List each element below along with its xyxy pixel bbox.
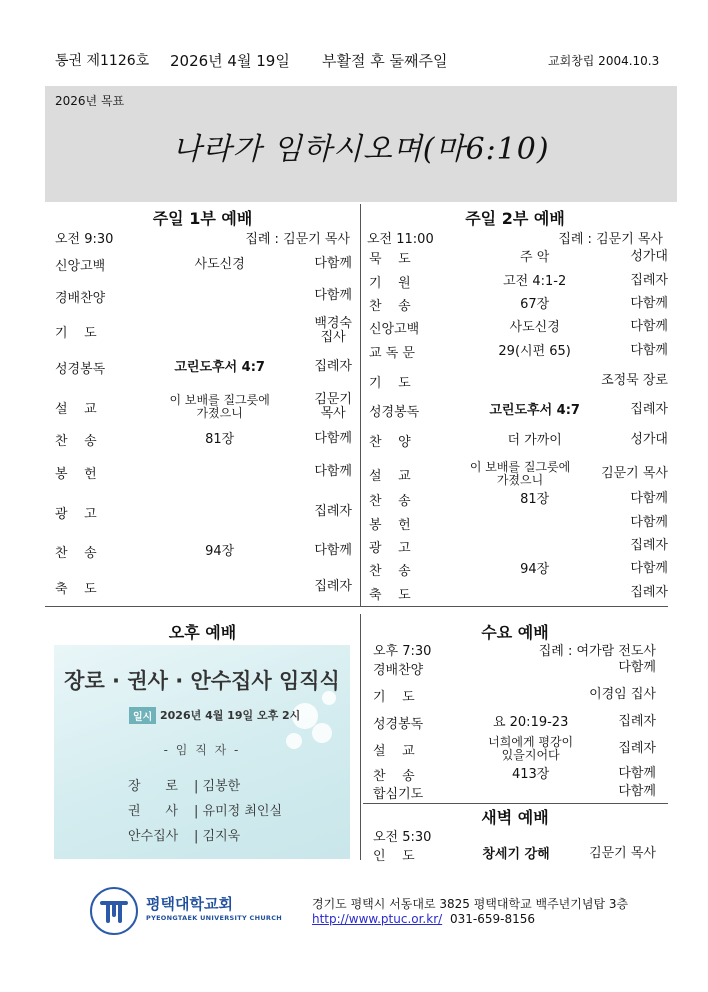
order-item-content: 고린도후서 4:7 — [174, 359, 265, 375]
church-address: 경기도 평택시 서동대로 3825 평택대학교 백주년기념탑 3층 — [312, 897, 629, 911]
order-item-label: 신앙고백 — [55, 258, 106, 274]
church-logo-icon — [98, 895, 130, 927]
order-item-person: 집례자 — [314, 579, 352, 594]
order-item-label: 축 도 — [369, 587, 411, 603]
order-item-label: 기 도 — [369, 375, 411, 391]
wednesday-bottom-rule — [363, 803, 668, 804]
order-item-label: 광 고 — [55, 506, 97, 522]
service2-info — [367, 228, 663, 246]
order-item-label: 성경봉독 — [55, 361, 106, 377]
service2-title: 주일 2부 예배 — [465, 209, 565, 228]
service1-leader: 집례 : 김문기 목사 — [245, 231, 350, 247]
order-item-label: 찬 송 — [369, 563, 411, 579]
center-divider-bottom — [360, 614, 361, 860]
order-item-content: 이 보배를 질그릇에 가졌으니 — [469, 460, 571, 487]
poster-date-tag: 일시 — [129, 707, 156, 724]
order-item-person: 다함께 — [314, 431, 352, 446]
order-row — [369, 247, 668, 267]
order-item-person: 김문기 목사 — [314, 392, 352, 421]
flower-decoration — [312, 723, 332, 743]
order-item-content: 요 20:19-23 — [492, 714, 569, 730]
order-row — [373, 765, 656, 783]
order-item-label: 찬 송 — [373, 768, 415, 784]
ordination-poster — [54, 645, 350, 859]
order-row — [369, 271, 668, 291]
issue-number: 통권 제1126호 — [55, 53, 150, 69]
order-row — [369, 430, 668, 450]
order-item-content: 창세기 강해 — [482, 846, 550, 862]
order-item-person: 다함께 — [630, 343, 668, 358]
order-item-label: 설 교 — [373, 743, 415, 759]
order-row — [55, 254, 352, 274]
goal-label: 2026년 목표 — [55, 94, 125, 108]
order-item-content: 고전 4:1-2 — [503, 273, 567, 289]
order-item-person: 성가대 — [630, 249, 668, 264]
wednesday-title: 수요 예배 — [481, 623, 549, 642]
poster-role: 권 사 — [128, 804, 178, 819]
order-item-content: 67장 — [520, 296, 550, 312]
order-item-content: 이 보배를 질그릇에 가졌으니 — [169, 393, 270, 420]
order-item-label: 봉 헌 — [55, 466, 97, 482]
order-item-label: 신앙고백 — [369, 321, 420, 337]
order-item-label: 교 독 문 — [369, 345, 415, 361]
poster-row-deaconess: 권 사 | 유미정 최인실 — [128, 800, 282, 819]
order-item-person: 김문기 목사 — [589, 846, 656, 861]
order-row — [55, 577, 352, 597]
church-website-link[interactable]: http://www.ptuc.or.kr/ — [312, 912, 443, 926]
order-item-content: 81장 — [205, 431, 235, 447]
poster-subtitle: - 임 직 자 - — [163, 743, 241, 757]
order-item-person: 집례자 — [314, 504, 352, 519]
order-row — [369, 341, 668, 361]
order-item-person: 집례자 — [630, 538, 668, 553]
order-item-person: 다함께 — [618, 660, 656, 675]
order-item-label: 설 교 — [369, 468, 411, 484]
order-item-person: 집례자 — [630, 585, 668, 600]
order-item-content: 29(시편 65) — [498, 343, 571, 359]
church-name-english: PYEONGTAEK UNIVERSITY CHURCH — [146, 914, 283, 922]
service2-leader: 집례 : 김문기 목사 — [558, 231, 663, 247]
order-item-person: 집례자 — [314, 359, 352, 374]
order-row — [373, 783, 656, 801]
poster-names: 김봉한 — [202, 779, 241, 794]
poster-row-deacon: 안수집사 | 김지욱 — [128, 825, 240, 844]
poster-role: 장 로 — [128, 779, 178, 794]
church-founded: 교회창립 2004.10.3 — [548, 54, 660, 68]
dawn-time-row — [373, 826, 656, 844]
order-item-person: 다함께 — [630, 319, 668, 334]
order-row — [55, 286, 352, 306]
order-item-label: 설 교 — [55, 401, 97, 417]
poster-names: 유미정 최인실 — [202, 804, 282, 819]
order-item-content: 81장 — [520, 491, 550, 507]
order-item-label: 찬 양 — [369, 434, 411, 450]
church-name: 평택대학교회 — [146, 895, 233, 913]
order-item-person: 다함께 — [630, 515, 668, 530]
center-divider-top — [360, 204, 361, 606]
order-row — [369, 559, 668, 579]
order-item-label: 봉 헌 — [369, 517, 411, 533]
order-item-person: 이경임 집사 — [589, 687, 656, 702]
order-item-label: 인 도 — [373, 848, 415, 864]
order-item-content: 사도신경 — [194, 256, 245, 272]
order-row — [373, 685, 656, 705]
order-item-content: 94장 — [520, 561, 550, 577]
service1-info — [55, 228, 350, 246]
order-item-label: 기 원 — [369, 275, 411, 291]
order-row — [369, 489, 668, 509]
order-row — [55, 357, 352, 377]
order-item-content: 고린도후서 4:7 — [489, 402, 580, 418]
dawn-title: 새벽 예배 — [481, 808, 549, 827]
order-item-content: 너희에게 평강이 있을지어다 — [488, 735, 574, 762]
bulletin-date: 2026년 4월 19일 — [170, 52, 290, 70]
order-item-person: 집례자 — [618, 741, 656, 756]
church-phone: 031-659-8156 — [450, 912, 536, 926]
order-row — [373, 736, 656, 762]
order-item-label: 경배찬양 — [55, 290, 106, 306]
order-item-label: 성경봉독 — [369, 404, 420, 420]
order-row — [373, 659, 656, 677]
order-row — [369, 317, 668, 337]
service1-time: 오전 9:30 — [55, 231, 114, 247]
order-item-content: 주 악 — [520, 249, 550, 265]
order-item-person: 집례자 — [618, 714, 656, 729]
poster-row-elder: 장 로 | 김봉한 — [128, 775, 240, 794]
order-row — [373, 712, 656, 732]
order-item-content: 사도신경 — [509, 319, 560, 335]
wednesday-info — [373, 640, 656, 658]
order-row — [369, 513, 668, 533]
order-item-label: 광 고 — [369, 540, 411, 556]
order-row — [55, 462, 352, 482]
poster-title: 장로 · 권사 · 안수집사 임직식 — [64, 669, 340, 693]
order-row — [55, 314, 352, 348]
service2-bottom-rule — [360, 606, 668, 607]
church-contact — [312, 912, 535, 926]
goal-text: 나라가 임하시오며(마6:10) — [172, 132, 550, 167]
order-row — [369, 458, 668, 490]
order-row — [55, 541, 352, 561]
order-item-person: 다함께 — [618, 766, 656, 781]
poster-names: 김지욱 — [202, 829, 241, 844]
order-item-label: 묵 도 — [369, 251, 411, 267]
order-row — [55, 502, 352, 522]
order-item-person: 집례자 — [630, 273, 668, 288]
service2-time: 오전 11:00 — [367, 231, 434, 247]
order-item-person: 다함께 — [314, 288, 352, 303]
order-item-label: 기 도 — [373, 689, 415, 705]
order-item-person: 김문기 목사 — [601, 466, 668, 481]
order-row — [369, 294, 668, 314]
order-item-person: 집례자 — [630, 402, 668, 417]
order-item-content: 94장 — [205, 543, 235, 559]
order-item-person: 다함께 — [630, 491, 668, 506]
order-item-label: 찬 송 — [55, 433, 97, 449]
order-item-label: 합심기도 — [373, 786, 424, 802]
order-item-person: 다함께 — [630, 296, 668, 311]
liturgical-season: 부활절 후 둘째주일 — [322, 52, 448, 70]
service1-bottom-rule — [45, 606, 360, 607]
order-item-person: 조정묵 장로 — [601, 373, 668, 388]
order-item-label: 축 도 — [55, 581, 97, 597]
order-item-person: 백경숙 집사 — [314, 316, 352, 345]
order-item-person: 다함께 — [314, 256, 352, 271]
afternoon-title: 오후 예배 — [168, 623, 237, 642]
order-item-label: 찬 송 — [369, 298, 411, 314]
order-row — [369, 536, 668, 556]
order-item-label: 찬 송 — [55, 545, 97, 561]
order-item-label: 경배찬양 — [373, 662, 424, 678]
order-item-label: 찬 송 — [369, 493, 411, 509]
order-item-person: 성가대 — [630, 432, 668, 447]
order-row — [369, 371, 668, 391]
order-item-label: 성경봉독 — [373, 716, 424, 732]
annual-goal-box — [45, 86, 677, 202]
order-item-content: 413장 — [511, 766, 550, 782]
dawn-time: 오전 5:30 — [373, 829, 432, 845]
order-item-person: 다함께 — [314, 543, 352, 558]
order-row — [55, 429, 352, 449]
wednesday-leader: 집례 : 여가람 전도사 — [538, 643, 656, 659]
order-row — [55, 390, 352, 424]
poster-date: 2026년 4월 19일 오후 2시 — [160, 709, 301, 722]
order-item-person: 다함께 — [630, 561, 668, 576]
order-item-label: 기 도 — [55, 325, 97, 341]
wednesday-time: 오후 7:30 — [373, 643, 432, 659]
order-item-person: 다함께 — [314, 464, 352, 479]
dawn-leader-row — [373, 845, 656, 863]
order-row — [369, 583, 668, 603]
service1-title: 주일 1부 예배 — [152, 209, 253, 228]
poster-role: 안수집사 — [128, 829, 179, 844]
order-item-person: 다함께 — [618, 784, 656, 799]
order-item-content: 더 가까이 — [507, 432, 562, 448]
order-row — [369, 400, 668, 420]
